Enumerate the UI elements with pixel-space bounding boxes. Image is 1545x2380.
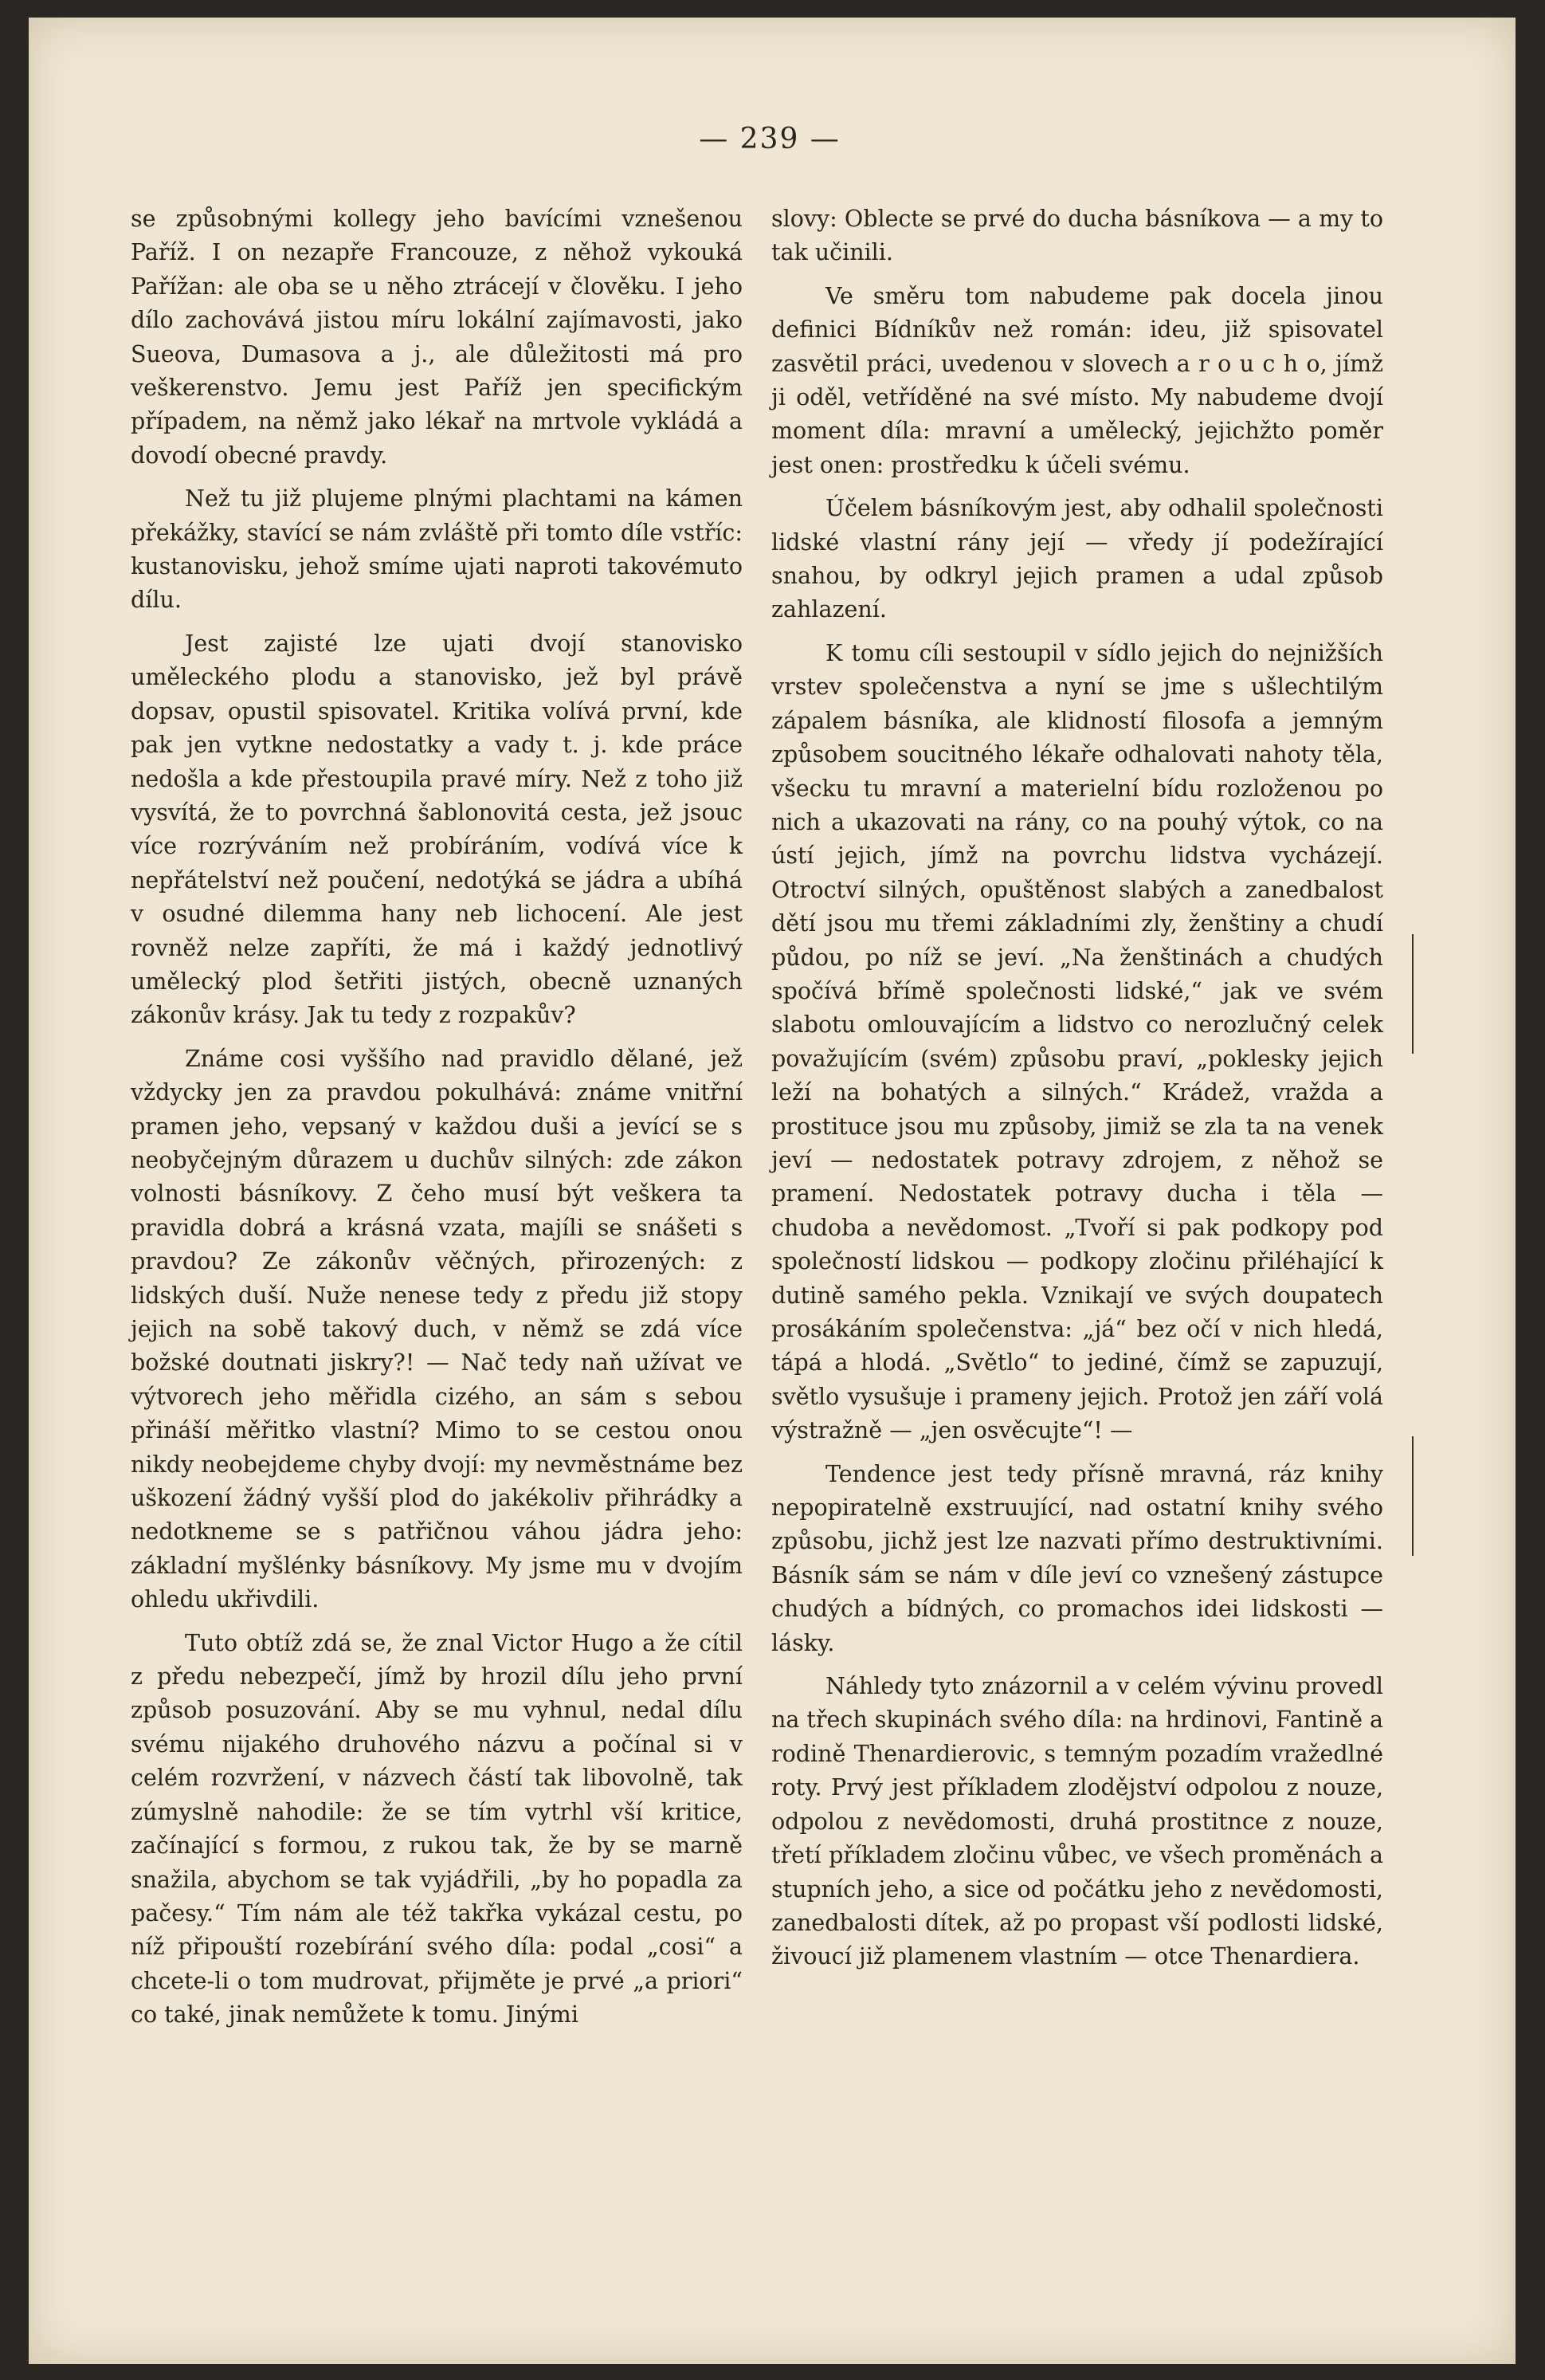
page-number: — 239 —	[699, 123, 841, 155]
right-paragraph-1: slovy: Oblecte se prvé do ducha básníkova — a my to tak učinili.	[771, 206, 1383, 266]
book-page	[29, 18, 1516, 2364]
left-paragraph-1: se způsobnými kollegy jeho bavícími vznešenou Paříž. I on nezapře Francouze, z něhož vykouká Pařížan: ale oba se u něho ztrácejí v člověku. I jeho dílo zachovává jistou míru lokální zajímavosti, jako Sueova, Dumasova a j., ale důležitosti má pro veškerenstvo. Jemu jest Paříž jen specifickým případem, na němž jako lékař na mrtvole vykládá a dovodí obecné pravdy.	[131, 206, 743, 469]
left-column	[131, 202, 743, 2042]
margin-bracket-lower	[1407, 1436, 1414, 1556]
right-paragraph-5: Tendence jest tedy přísně mravná, ráz knihy nepopiratelně exstruující, nad ostatní knihy svého způsobu, jichž jest lze nazvati přímo destruktivními. Básník sám se nám v díle jeví co vznešený zástupce chudých a bídných, co promachos idei lidskosti — lásky.	[771, 1460, 1383, 1656]
right-column	[771, 202, 1383, 1984]
margin-bracket-upper	[1407, 934, 1414, 1054]
left-paragraph-2: Než tu již plujeme plnými plachtami na kámen překážky, stavící se nám zvláště při tomto díle vstříc: kustanovisku, jehož smíme ujati naproti takovémuto dílu.	[131, 485, 743, 614]
right-paragraph-2: Ve směru tom nabudeme pak docela jinou definici Bídníkův než román: ideu, již spisovatel zasvětil práci, uvedenou v slovech a r o u c h o, jímž ji oděl, vetříděné na své místo. My nabudeme dvojí moment díla: mravní a umělecký, jejichžto poměr jest onen: prostředku k účeli svému.	[771, 282, 1383, 478]
left-paragraph-4: Známe cosi vyššího nad pravidlo dělané, jež vždycky jen za pravdou pokulhává: známe vnitřní pramen jeho, vepsaný v každou duši a jevící se s neobyčejným důrazem u duchův silných: zde zákon volnosti básníkovy. Z čeho musí být veškera ta pravidla dobrá a krásná vzata, majíli se snášeti s pravdou? Ze zákonův věčných, přirozených: z lidských duší. Nuže nenese tedy z předu již stopy jejich na sobě takový duch, v němž se zdá více božské doutnati jiskry?! — Nač tedy naň užívat ve výtvorech jeho měřidla cizého, an sám s sebou přináší měřitko vlastní? Mimo to se cestou onou nikdy neobejdeme chyby dvojí: my nevměstnáme bez uškození žádný vyšší plod do jakékoliv přihrádky a nedotkneme se s patřičnou váhou jádra jeho: základní myšlénky básníkovy. My jsme mu v dvojím ohledu ukřivdili.	[131, 1045, 743, 1613]
left-paragraph-5: Tuto obtíž zdá se, že znal Victor Hugo a že cítil z předu nebezpečí, jímž by hrozil dílu jeho první způsob posuzování. Aby se mu vyhnul, nedal dílu svému nijakého druhového názvu a počínal si v celém rozvržení, v názvech částí tak libovolně, tak zúmyslně nahodile: že se tím vytrhl vší kritice, začínající s formou, z rukou tak, že by se marně snažila, abychom se tak vyjádřili, „by ho popadla za pačesy.“ Tím nám ale též takřka vykázal cestu, po níž připouští rozebírání svého díla: podal „cosi“ a chcete-li o tom mudrovat, přijměte je prvé „a priori“ co také, jinak nemůžete k tomu. Jinými	[131, 1629, 743, 2028]
left-paragraph-3: Jest zajisté lze ujati dvojí stanovisko uměleckého plodu a stanovisko, jež byl právě dopsav, opustil spisovatel. Kritika volívá první, kde pak jen vytkne nedostatky a vady t. j. kde práce nedošla a kde přestoupila pravé míry. Než z toho již vysvítá, že to povrchná šablonovitá cesta, jež jsouc více rozrýváním než probíráním, vodívá více k nepřátelství než poučení, nedotýká se jádra a ubíhá v osudné dilemma hany neb lichocení. Ale jest rovněž nelze zapříti, že má i každý jednotlivý umělecký plod šetřiti jistých, obecně uznaných zákonův krásy. Jak tu tedy z rozpakův?	[131, 630, 743, 1029]
right-paragraph-3: Účelem básníkovým jest, aby odhalil společnosti lidské vlastní rány její — vředy jí podežírající snahou, by odkryl jejich pramen a udal způsob zahlazení.	[771, 495, 1383, 623]
right-paragraph-6: Náhledy tyto znázornil a v celém vývinu provedl na třech skupinách svého díla: na hrdinovi, Fantině a rodině Thenardierovic, s temným pozadím vražedlné roty. Prvý jest příkladem zlodějství odpolou z nouze, odpolou z nevědomosti, druhá prostitnce z nouze, třetí příkladem zločinu vůbec, ve všech proměnách a stupních jeho, a sice od počátku jeho z nevědomosti, zanedbalosti dítek, až po propast vší podlosti lidské, živoucí již plamenem vlastním — otce Thenardiera.	[771, 1673, 1383, 1970]
right-paragraph-4: K tomu cíli sestoupil v sídlo jejich do nejnižších vrstev společenstva a nyní se jme s ušlechtilým zápalem básníka, ale klidností filosofa a jemným způsobem soucitného lékaře odhalovati nahoty těla, všecku tu mravní a materielní bídu rozloženou po nich a ukazovati na rány, co na pouhý výtok, co na ústí jejich, jímž na povrchu lidstva vycházejí. Otroctví silných, opuštěnost slabých a zanedbalost dětí jsou mu třemi základními zly, ženštiny a chudí půdou, po níž se jeví. „Na ženštinách a chudých spočívá břímě společnosti lidské,“ jak ve svém slabotu omlouvajícím a lidstvo co nerozlučný celek považujícím (svém) způsobu praví, „poklesky jejich leží na bohatých a silných.“ Krádež, vražda a prostituce jsou mu způsoby, jimiž se zla ta na venek jeví — nedostatek potravy zdrojem, z něhož se pramení. Nedostatek potravy ducha i těla — chudoba a nevědomost. „Tvoří si pak podkopy pod společností lidskou — podkopy zločinu přiléhající k dutině samého pekla. Vznikají ve svých doupatech prosákáním společenstva: „já“ bez očí v nich hledá, tápá a hlodá. „Světlo“ to jediné, čímž se zapuzují, světlo vysušuje i prameny jejich. Protož jen září volá výstražně — „jen osvěcujte“! —	[771, 639, 1383, 1444]
